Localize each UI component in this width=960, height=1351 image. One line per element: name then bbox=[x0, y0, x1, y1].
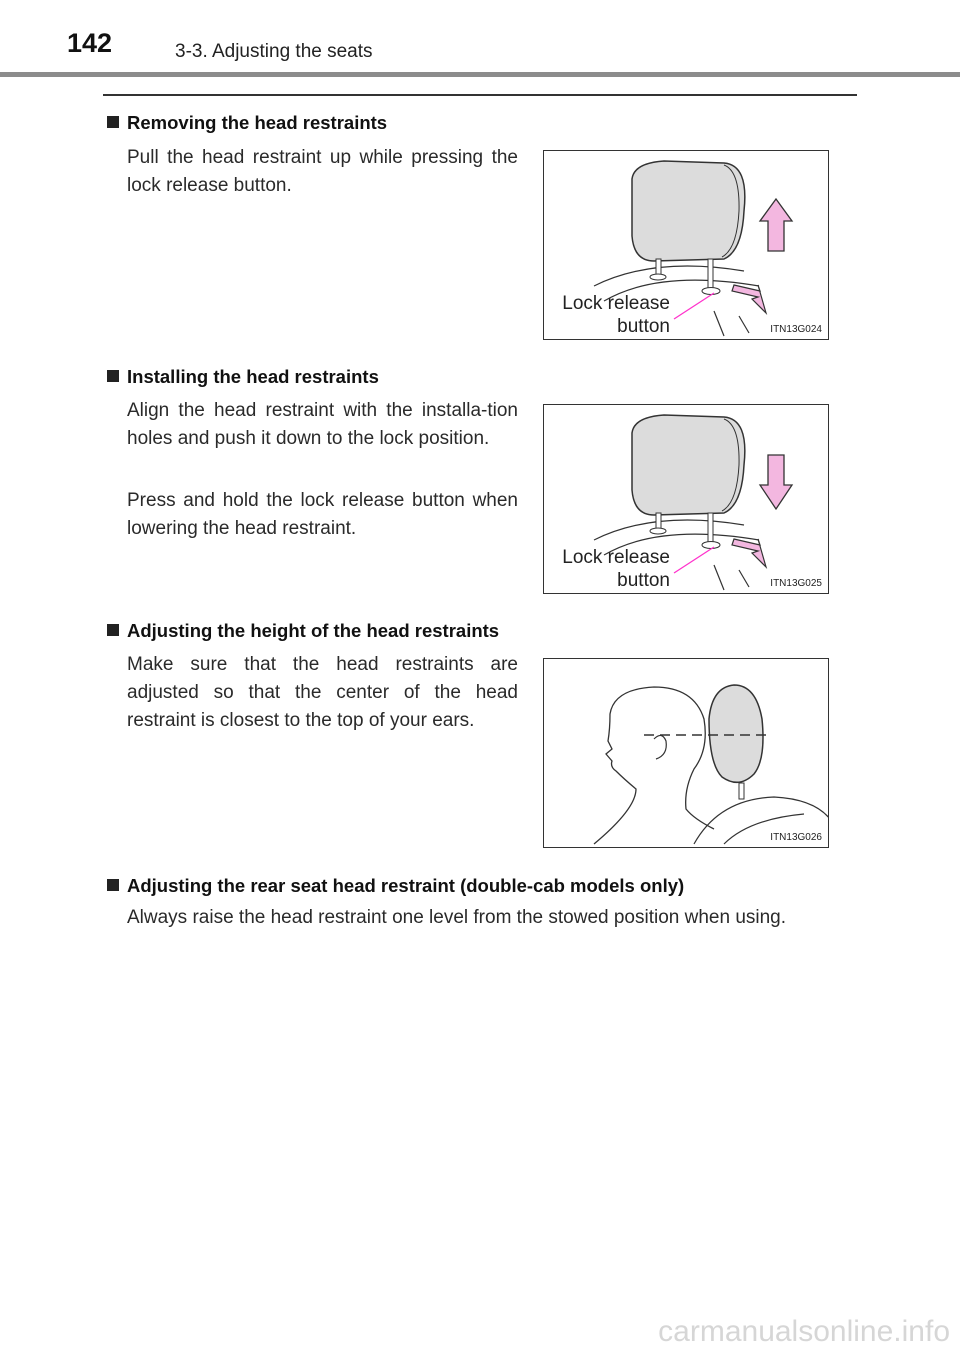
watermark: carmanualsonline.info bbox=[658, 1315, 950, 1348]
heading-text: Adjusting the height of the head restraints bbox=[127, 620, 500, 641]
square-bullet-icon bbox=[107, 879, 119, 891]
chapter-title: 3-3. Adjusting the seats bbox=[175, 41, 373, 62]
callout-line: button bbox=[617, 570, 670, 591]
figure-install-restraint bbox=[543, 404, 829, 594]
figure-code: ITN13G025 bbox=[770, 578, 822, 589]
square-bullet-icon bbox=[107, 370, 119, 382]
figure-code: ITN13G026 bbox=[770, 832, 822, 843]
heading-text: Removing the head restraints bbox=[127, 112, 388, 133]
heading-text: Adjusting the rear seat head restraint (double-cab models only) bbox=[127, 875, 685, 896]
callout-label bbox=[550, 546, 670, 592]
section-heading bbox=[107, 112, 387, 134]
body-paragraph: Pull the head restraint up while pressing the lock release button. bbox=[127, 147, 518, 196]
section-heading bbox=[107, 620, 499, 642]
body-paragraph: Align the head restraint with the installa-tion holes and push it down to the lock position. bbox=[127, 400, 518, 449]
figure-code: ITN13G024 bbox=[770, 324, 822, 335]
callout-label bbox=[550, 292, 670, 338]
callout-line: Lock release bbox=[562, 293, 670, 314]
callout-line: Lock release bbox=[562, 547, 670, 568]
body-paragraph: Make sure that the head restraints are adjusted so that the center of the head restraint is closest to the top of your ears. bbox=[127, 654, 518, 731]
figure-remove-restraint bbox=[543, 150, 829, 340]
body-paragraph: Press and hold the lock release button when lowering the head restraint. bbox=[127, 490, 518, 539]
section-heading bbox=[107, 366, 379, 388]
head-profile-illustration bbox=[544, 659, 829, 848]
square-bullet-icon bbox=[107, 116, 119, 128]
callout-line: button bbox=[617, 316, 670, 337]
header-rule bbox=[0, 72, 960, 77]
figure-adjust-height bbox=[543, 658, 829, 848]
section-divider bbox=[103, 94, 857, 96]
section-heading bbox=[107, 875, 684, 897]
page-number: 142 bbox=[67, 28, 113, 58]
body-paragraph: Always raise the head restraint one level from the stowed position when using. bbox=[127, 907, 787, 928]
square-bullet-icon bbox=[107, 624, 119, 636]
heading-text: Installing the head restraints bbox=[127, 366, 379, 387]
